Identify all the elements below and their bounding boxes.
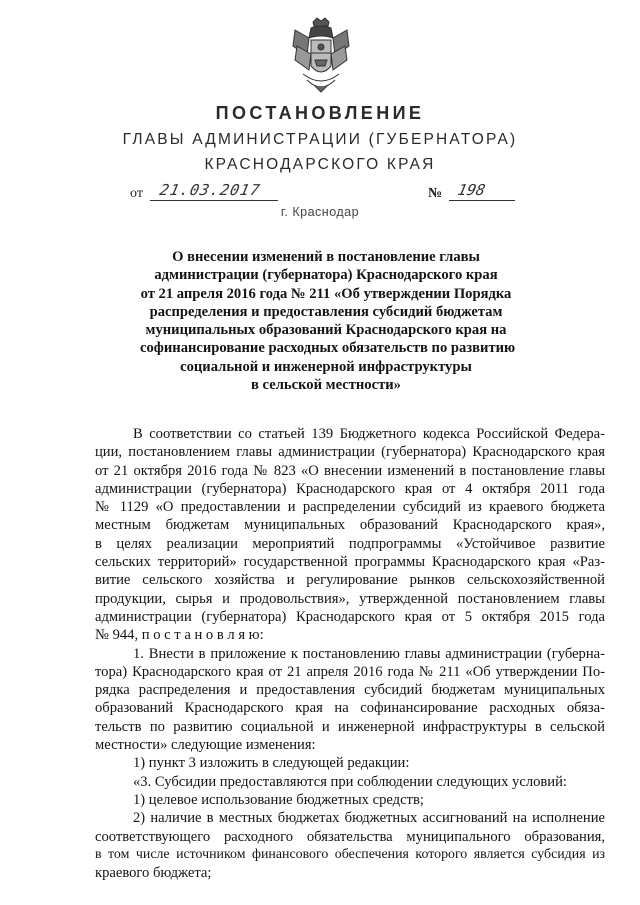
city-line: г. Краснодар xyxy=(280,205,360,219)
body-line: «3. Субсидии предоставляются при соблюдении следующих условий: xyxy=(133,773,567,790)
body-line: администрации (губернатора) Краснодарского края от 5 октября 2015 года xyxy=(95,608,605,625)
title-line: О внесении изменений в постановление главы xyxy=(172,249,480,265)
body-line: № 1129 «О предоставлении и распределении субсидий из краевого бюджета xyxy=(95,499,605,516)
body-line: местным бюджетам муниципальных образований Краснодарского края», xyxy=(95,517,605,534)
body-line: от 21 октября 2016 года № 823 «О внесении изменений в постановление главы xyxy=(95,462,605,479)
body-line: 1) целевое использование бюджетных средств; xyxy=(133,791,424,808)
title-line: социальной и инженерной инфраструктуры xyxy=(180,358,472,375)
title-line: софинансирование расходных обязательств по развитию xyxy=(140,340,516,357)
body-line: местности» следующие изменения: xyxy=(95,737,316,754)
body-line: ции, постановлением главы администрации (губернатора) Краснодарского края xyxy=(95,444,605,461)
issuer-line-1: ГЛАВЫ АДМИНИСТРАЦИИ (ГУБЕРНАТОРА) xyxy=(122,131,518,148)
body-line: образований Краснодарского края на софинансирование расходных обяза- xyxy=(95,700,605,717)
handwritten-number: 198 xyxy=(456,181,488,199)
body-line: краевого бюджета; xyxy=(95,865,212,882)
number-label: № xyxy=(428,186,443,201)
body-line: в том числе источником финансового обеспечения которого является субсидия из xyxy=(95,846,605,862)
title-line: распределения и предоставления субсидий бюджетам xyxy=(149,303,503,320)
body-line: 1. Внести в приложение к постановлению главы администрации (губерна- xyxy=(133,645,605,662)
body-line: администрации (губернатора) Краснодарского края от 4 октября 2011 года xyxy=(95,480,605,497)
body-line: витие сельского хозяйства и регулирование рынков сельскохозяйственной xyxy=(95,572,605,589)
title-line: от 21 апреля 2016 года № 211 «Об утверждении Порядка xyxy=(140,285,512,302)
date-underline xyxy=(150,200,278,201)
body-line: продукции, сырья и продовольствия», утвержденной постановлением главы xyxy=(95,590,605,607)
coat-of-arms-emblem xyxy=(289,16,353,96)
title-line: муниципальных образований Краснодарского края на xyxy=(145,322,507,339)
body-line: в целях реализации мероприятий подпрограммы «Устойчивое развитие xyxy=(95,535,605,552)
title-line: администрации (губернатора) Краснодарского края xyxy=(154,267,498,284)
body-line: соответствующего расходного обязательства муниципального образования, xyxy=(95,828,605,845)
body-line: сельских территорий» государственной программы Краснодарского края «Раз- xyxy=(95,554,605,571)
document-type-heading: ПОСТАНОВЛЕНИЕ xyxy=(215,103,425,123)
body-line: рядка распределения и предоставления субсидий бюджетам муниципальных xyxy=(95,682,605,699)
body-text xyxy=(95,425,605,882)
title-line: в сельской местности» xyxy=(251,377,401,394)
body-line: В соответствии со статьей 139 Бюджетного кодекса Российской Федера- xyxy=(133,426,605,442)
body-line: 1) пункт 3 изложить в следующей редакции: xyxy=(133,755,410,772)
body-line: тора) Краснодарского края от 21 апреля 2016 года № 211 «Об утверждении По- xyxy=(95,663,605,680)
body-line: № 944, п о с т а н о в л я ю: xyxy=(95,627,264,644)
date-label: от xyxy=(130,186,143,201)
number-underline xyxy=(449,200,515,201)
handwritten-date: 21.03.2017 xyxy=(158,181,263,199)
body-line: 2) наличие в местных бюджетах бюджетных ассигнований на исполнение xyxy=(133,810,605,827)
resolution-title xyxy=(140,248,516,394)
body-line: тельств по развитию социальной и инженерной инфраструктуры в сельской xyxy=(95,718,605,735)
issuer-line-2: КРАСНОДАРСКОГО КРАЯ xyxy=(204,156,436,173)
